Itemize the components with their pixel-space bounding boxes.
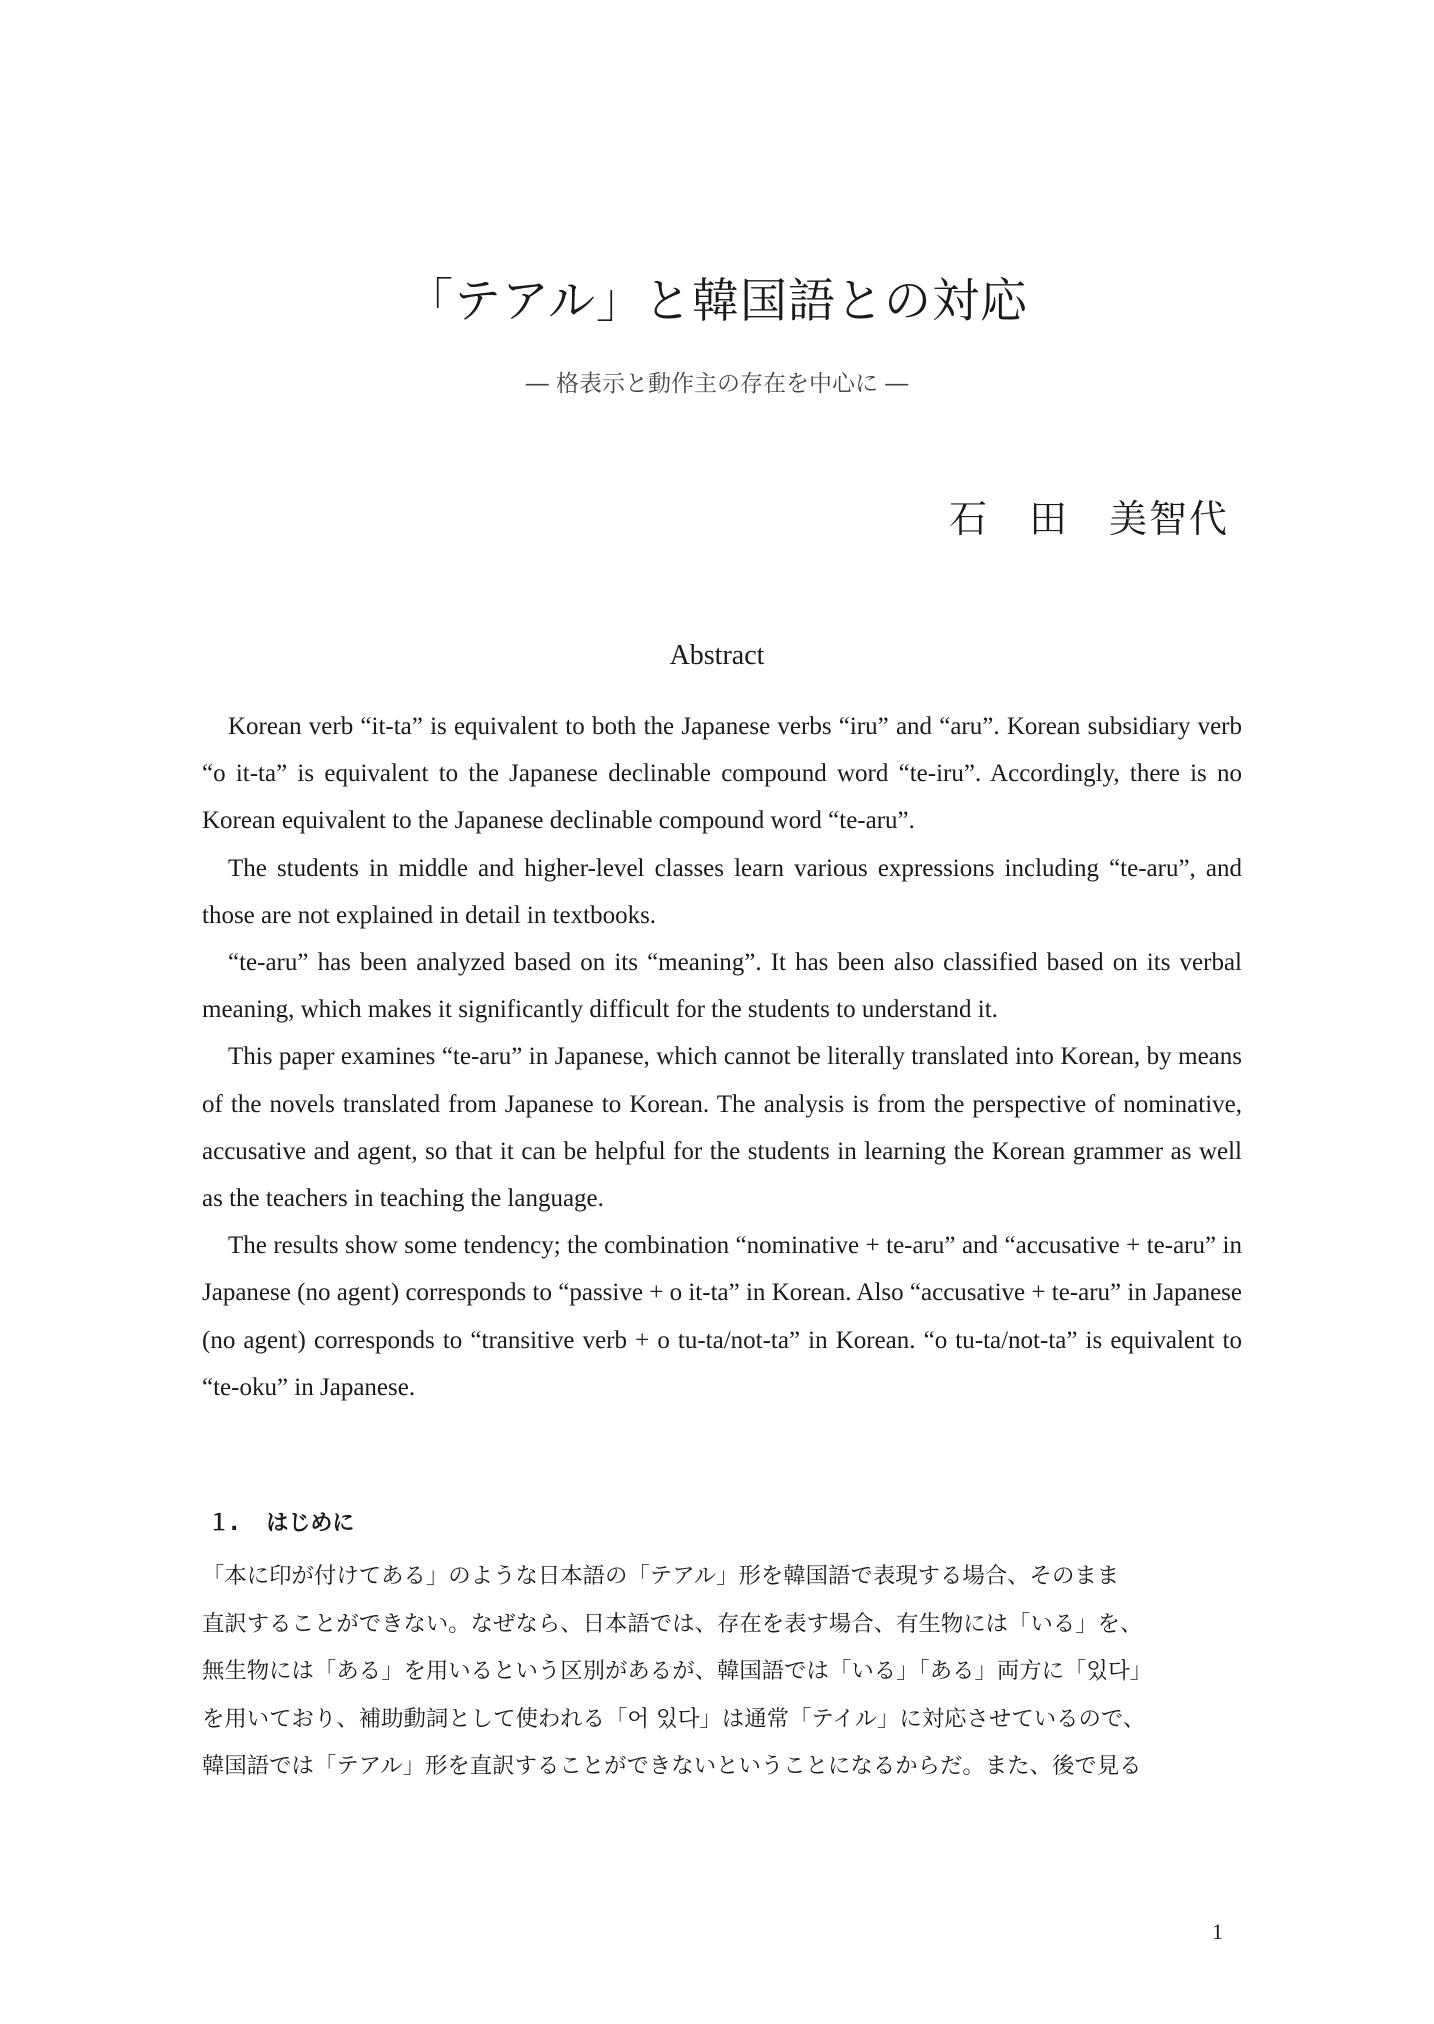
- abstract-paragraph: Korean verb “it-ta” is equivalent to both the Japanese verbs “iru” and “aru”. Korean subsidiary verb “o it-ta” is equivalent to the Japanese declinable compound word “te-iru”. Accordingly, there is no Korean equivalent to the Japanese declinable compound word “te-aru”.: [202, 713, 1242, 835]
- body-line: 無生物には「ある」を用いるという区別があるが、韓国語では「いる」「ある」両方に「있다」: [202, 1658, 1153, 1684]
- abstract-heading: Abstract: [669, 640, 765, 671]
- abstract-paragraph: The results show some tendency; the combination “nominative + te-aru” and “accusative + te-aru” in Japanese (no agent) corresponds to “passive + o it-ta” in Korean. Also “accusative + te-aru” in Japanese (no agent) corresponds to “transitive verb + o tu-ta/not-ta” in Korean. “o tu-ta/not-ta” is equivalent to “te-oku” in Japanese.: [202, 1232, 1242, 1401]
- abstract-paragraph: The students in middle and higher-level classes learn various expressions including “te-aru”, and those are not explained in detail in textbooks.: [202, 854, 1242, 929]
- abstract-paragraph: “te-aru” has been analyzed based on its “meaning”. It has been also classified based on its verbal meaning, which makes it significantly difficult for the students to understand it.: [202, 949, 1242, 1024]
- paper-subtitle: ― 格表示と動作主の存在を中心に ―: [525, 371, 909, 397]
- section-title: はじめに: [266, 1511, 355, 1536]
- section-heading: [208, 1508, 354, 1540]
- page-number: 1: [1212, 1919, 1223, 1944]
- body-line: 「本に印が付けてある」のような日本語の「テアル」形を韓国語で表現する場合、そのまま: [202, 1563, 1120, 1589]
- body-line: 韓国語では「テアル」形を直訳することができないということになるからだ。また、後で見る: [202, 1753, 1142, 1779]
- abstract-paragraph: This paper examines “te-aru” in Japanese, which cannot be literally translated into Korean, by means of the novels translated from Japanese to Korean. The analysis is from the perspective of nominative, accusative and agent, so that it can be helpful for the students in learning the Korean grammer as well as the teachers in teaching the language.: [202, 1043, 1242, 1213]
- body-line: 直訳することができない。なぜなら、日本語では、存在を表す場合、有生物には「いる」を、: [202, 1610, 1143, 1637]
- abstract-body: [202, 703, 1242, 1411]
- author-name: 石 田 美智代: [948, 497, 1229, 541]
- paper-title: 「テアル」と韓国語との対応: [405, 274, 1029, 329]
- body-line: を用いており、補助動詞として使われる「어 있다」は通常「テイル」に対応させているので、: [202, 1705, 1146, 1732]
- section-number: １.: [208, 1511, 239, 1536]
- section-body: [202, 1553, 1242, 1791]
